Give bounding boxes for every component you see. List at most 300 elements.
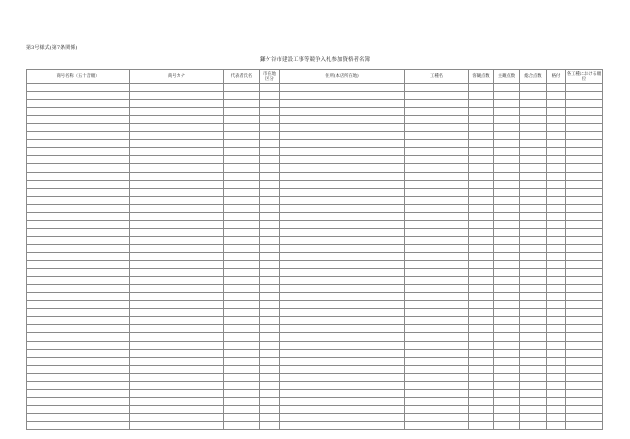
table-cell xyxy=(405,92,469,100)
table-cell xyxy=(547,397,566,405)
table-cell xyxy=(130,293,224,301)
table-cell xyxy=(566,148,603,156)
table-cell xyxy=(130,108,224,116)
table-row xyxy=(27,116,603,124)
table-cell xyxy=(224,277,260,285)
table-row xyxy=(27,421,603,429)
table-cell xyxy=(280,285,405,293)
table-cell xyxy=(566,108,603,116)
table-cell xyxy=(224,84,260,92)
table-cell xyxy=(130,100,224,108)
table-cell xyxy=(260,124,280,132)
table-row xyxy=(27,317,603,325)
table-cell xyxy=(469,301,494,309)
table-cell xyxy=(224,397,260,405)
table-cell xyxy=(27,285,130,293)
table-cell xyxy=(547,381,566,389)
table-cell xyxy=(260,349,280,357)
table-cell xyxy=(566,381,603,389)
table-cell xyxy=(494,108,520,116)
table-cell xyxy=(130,309,224,317)
table-cell xyxy=(547,301,566,309)
table-cell xyxy=(280,389,405,397)
table-cell xyxy=(260,277,280,285)
table-cell xyxy=(566,389,603,397)
table-cell xyxy=(547,309,566,317)
document-title: 鎌ケ谷市建設工事等競争入札参加資格者名簿 xyxy=(259,57,370,63)
table-cell xyxy=(520,277,547,285)
table-cell xyxy=(260,108,280,116)
table-cell xyxy=(280,164,405,172)
table-cell xyxy=(469,413,494,421)
table-cell xyxy=(405,301,469,309)
table-cell xyxy=(405,397,469,405)
table-cell xyxy=(224,188,260,196)
table-cell xyxy=(27,92,130,100)
table-cell xyxy=(280,341,405,349)
table-cell xyxy=(494,317,520,325)
table-cell xyxy=(566,180,603,188)
table-cell xyxy=(494,293,520,301)
table-cell xyxy=(130,228,224,236)
table-cell xyxy=(405,116,469,124)
table-cell xyxy=(520,325,547,333)
table-cell xyxy=(494,148,520,156)
table-cell xyxy=(520,301,547,309)
table-cell xyxy=(494,228,520,236)
table-cell xyxy=(566,172,603,180)
table-row xyxy=(27,325,603,333)
table-cell xyxy=(280,413,405,421)
table-cell xyxy=(520,124,547,132)
table-cell xyxy=(469,188,494,196)
table-cell xyxy=(566,421,603,429)
table-cell xyxy=(520,365,547,373)
column-header-location-category: 市在地 区分 xyxy=(260,70,280,84)
table-row xyxy=(27,228,603,236)
table-cell xyxy=(520,220,547,228)
table-cell xyxy=(280,365,405,373)
table-cell xyxy=(280,236,405,244)
table-cell xyxy=(494,413,520,421)
table-cell xyxy=(566,92,603,100)
table-cell xyxy=(547,373,566,381)
table-row xyxy=(27,108,603,116)
table-cell xyxy=(547,252,566,260)
table-cell xyxy=(494,357,520,365)
table-cell xyxy=(547,261,566,269)
table-cell xyxy=(280,244,405,252)
table-cell xyxy=(520,92,547,100)
table-cell xyxy=(566,140,603,148)
table-cell xyxy=(280,269,405,277)
table-cell xyxy=(405,212,469,220)
table-cell xyxy=(224,349,260,357)
table-cell xyxy=(27,333,130,341)
table-cell xyxy=(566,405,603,413)
table-cell xyxy=(27,108,130,116)
table-cell xyxy=(566,349,603,357)
table-cell xyxy=(520,108,547,116)
table-cell xyxy=(469,389,494,397)
table-cell xyxy=(494,325,520,333)
table-cell xyxy=(224,285,260,293)
table-cell xyxy=(27,341,130,349)
table-row xyxy=(27,277,603,285)
table-cell xyxy=(260,212,280,220)
table-cell xyxy=(547,413,566,421)
table-cell xyxy=(27,293,130,301)
table-cell xyxy=(224,381,260,389)
table-row xyxy=(27,204,603,212)
table-cell xyxy=(130,269,224,277)
table-cell xyxy=(494,84,520,92)
table-cell xyxy=(566,301,603,309)
table-cell xyxy=(280,293,405,301)
table-cell xyxy=(469,140,494,148)
table-cell xyxy=(280,220,405,228)
table-cell xyxy=(494,373,520,381)
table-cell xyxy=(520,413,547,421)
table-cell xyxy=(280,252,405,260)
table-cell xyxy=(469,333,494,341)
table-cell xyxy=(520,261,547,269)
column-header-address: 住所(本店所在地) xyxy=(280,70,405,84)
table-cell xyxy=(405,84,469,92)
table-cell xyxy=(469,244,494,252)
table-cell xyxy=(566,156,603,164)
table-cell xyxy=(260,164,280,172)
table-cell xyxy=(27,116,130,124)
table-row xyxy=(27,413,603,421)
table-cell xyxy=(547,333,566,341)
table-row xyxy=(27,333,603,341)
table-cell xyxy=(494,365,520,373)
table-cell xyxy=(130,116,224,124)
table-row xyxy=(27,196,603,204)
table-cell xyxy=(547,325,566,333)
table-cell xyxy=(27,269,130,277)
table-cell xyxy=(27,405,130,413)
table-cell xyxy=(27,220,130,228)
table-cell xyxy=(27,100,130,108)
table-cell xyxy=(494,204,520,212)
table-cell xyxy=(130,92,224,100)
table-cell xyxy=(520,140,547,148)
table-cell xyxy=(280,108,405,116)
table-cell xyxy=(405,421,469,429)
table-cell xyxy=(405,317,469,325)
table-cell xyxy=(260,172,280,180)
table-cell xyxy=(469,277,494,285)
table-cell xyxy=(566,204,603,212)
table-cell xyxy=(27,325,130,333)
table-cell xyxy=(224,293,260,301)
table-cell xyxy=(130,285,224,293)
table-cell xyxy=(494,261,520,269)
table-cell xyxy=(469,124,494,132)
table-cell xyxy=(520,341,547,349)
table-row xyxy=(27,188,603,196)
table-cell xyxy=(224,365,260,373)
table-cell xyxy=(494,341,520,349)
table-cell xyxy=(469,381,494,389)
table-cell xyxy=(27,277,130,285)
table-cell xyxy=(520,397,547,405)
table-cell xyxy=(280,381,405,389)
table-cell xyxy=(130,236,224,244)
table-cell xyxy=(566,261,603,269)
table-cell xyxy=(27,180,130,188)
table-cell xyxy=(547,421,566,429)
table-cell xyxy=(566,293,603,301)
table-cell xyxy=(405,341,469,349)
table-row xyxy=(27,269,603,277)
table-cell xyxy=(130,381,224,389)
table-cell xyxy=(494,180,520,188)
table-cell xyxy=(27,212,130,220)
table-cell xyxy=(224,236,260,244)
table-cell xyxy=(405,180,469,188)
table-row xyxy=(27,373,603,381)
table-cell xyxy=(547,84,566,92)
table-cell xyxy=(405,244,469,252)
table-cell xyxy=(27,301,130,309)
table-cell xyxy=(566,100,603,108)
table-cell xyxy=(280,180,405,188)
table-cell xyxy=(520,132,547,140)
table-cell xyxy=(547,317,566,325)
table-cell xyxy=(224,269,260,277)
table-cell xyxy=(566,365,603,373)
table-row xyxy=(27,389,603,397)
table-cell xyxy=(469,228,494,236)
table-cell xyxy=(130,196,224,204)
table-row xyxy=(27,156,603,164)
table-cell xyxy=(27,148,130,156)
table-cell xyxy=(547,196,566,204)
table-cell xyxy=(405,124,469,132)
table-cell xyxy=(405,373,469,381)
table-cell xyxy=(547,341,566,349)
table-cell xyxy=(27,309,130,317)
table-cell xyxy=(469,116,494,124)
table-cell xyxy=(224,148,260,156)
table-cell xyxy=(280,84,405,92)
table-cell xyxy=(566,413,603,421)
table-row xyxy=(27,148,603,156)
table-cell xyxy=(224,124,260,132)
table-cell xyxy=(260,309,280,317)
table-cell xyxy=(224,325,260,333)
table-cell xyxy=(494,140,520,148)
table-cell xyxy=(547,132,566,140)
table-cell xyxy=(260,285,280,293)
table-cell xyxy=(260,92,280,100)
table-cell xyxy=(566,124,603,132)
table-row xyxy=(27,100,603,108)
table-cell xyxy=(260,373,280,381)
table-cell xyxy=(280,405,405,413)
table-cell xyxy=(27,156,130,164)
table-cell xyxy=(280,116,405,124)
table-cell xyxy=(469,196,494,204)
table-cell xyxy=(130,301,224,309)
table-cell xyxy=(130,365,224,373)
table-cell xyxy=(520,317,547,325)
table-cell xyxy=(280,188,405,196)
table-row xyxy=(27,212,603,220)
table-cell xyxy=(469,317,494,325)
table-cell xyxy=(260,148,280,156)
table-cell xyxy=(547,389,566,397)
table-cell xyxy=(27,261,130,269)
table-cell xyxy=(27,196,130,204)
table-cell xyxy=(566,220,603,228)
table-cell xyxy=(469,293,494,301)
table-cell xyxy=(224,212,260,220)
table-cell xyxy=(520,228,547,236)
table-cell xyxy=(280,317,405,325)
table-row xyxy=(27,172,603,180)
table-cell xyxy=(469,100,494,108)
table-cell xyxy=(520,333,547,341)
table-cell xyxy=(27,252,130,260)
table-cell xyxy=(566,341,603,349)
table-cell xyxy=(547,349,566,357)
table-cell xyxy=(130,132,224,140)
table-cell xyxy=(520,405,547,413)
table-cell xyxy=(130,325,224,333)
table-cell xyxy=(520,293,547,301)
table-cell xyxy=(27,132,130,140)
table-cell xyxy=(566,277,603,285)
table-cell xyxy=(27,236,130,244)
table-cell xyxy=(27,357,130,365)
table-cell xyxy=(27,172,130,180)
table-cell xyxy=(224,244,260,252)
table-cell xyxy=(520,188,547,196)
table-cell xyxy=(224,180,260,188)
table-cell xyxy=(566,84,603,92)
table-cell xyxy=(405,325,469,333)
table-cell xyxy=(27,164,130,172)
table-cell xyxy=(260,156,280,164)
table-cell xyxy=(224,341,260,349)
table-row xyxy=(27,180,603,188)
table-cell xyxy=(469,357,494,365)
table-row xyxy=(27,285,603,293)
table-cell xyxy=(547,212,566,220)
table-cell xyxy=(494,236,520,244)
table-cell xyxy=(494,269,520,277)
table-row xyxy=(27,92,603,100)
table-cell xyxy=(520,357,547,365)
table-cell xyxy=(130,124,224,132)
table-cell xyxy=(27,421,130,429)
table-cell xyxy=(280,124,405,132)
table-cell xyxy=(260,365,280,373)
table-cell xyxy=(224,309,260,317)
table-cell xyxy=(260,269,280,277)
table-cell xyxy=(547,156,566,164)
table-cell xyxy=(547,108,566,116)
table-cell xyxy=(566,357,603,365)
table-cell xyxy=(469,236,494,244)
table-cell xyxy=(566,373,603,381)
table-cell xyxy=(405,285,469,293)
table-cell xyxy=(27,389,130,397)
table-cell xyxy=(547,164,566,172)
table-cell xyxy=(260,228,280,236)
table-cell xyxy=(130,333,224,341)
table-cell xyxy=(405,204,469,212)
table-cell xyxy=(130,413,224,421)
table-cell xyxy=(224,204,260,212)
table-cell xyxy=(405,269,469,277)
table-cell xyxy=(130,220,224,228)
table-row xyxy=(27,124,603,132)
table-row xyxy=(27,309,603,317)
table-cell xyxy=(130,421,224,429)
table-row xyxy=(27,341,603,349)
table-row xyxy=(27,252,603,260)
table-cell xyxy=(280,325,405,333)
table-cell xyxy=(260,341,280,349)
table-cell xyxy=(494,220,520,228)
table-cell xyxy=(494,244,520,252)
table-row xyxy=(27,84,603,92)
table-cell xyxy=(520,285,547,293)
table-cell xyxy=(260,100,280,108)
table-cell xyxy=(494,301,520,309)
table-cell xyxy=(130,156,224,164)
table-cell xyxy=(520,116,547,124)
table-cell xyxy=(566,397,603,405)
table-cell xyxy=(224,405,260,413)
table-cell xyxy=(494,309,520,317)
table-cell xyxy=(27,204,130,212)
table-header-row xyxy=(27,70,603,84)
table-cell xyxy=(405,365,469,373)
table-cell xyxy=(405,164,469,172)
table-cell xyxy=(469,261,494,269)
table-row xyxy=(27,349,603,357)
table-cell xyxy=(130,349,224,357)
table-cell xyxy=(260,244,280,252)
table-cell xyxy=(469,285,494,293)
table-cell xyxy=(224,261,260,269)
table-cell xyxy=(469,341,494,349)
column-header-company-kana: 商号カナ xyxy=(130,70,224,84)
table-cell xyxy=(260,333,280,341)
table-cell xyxy=(520,172,547,180)
table-cell xyxy=(520,164,547,172)
table-cell xyxy=(405,196,469,204)
table-cell xyxy=(405,252,469,260)
table-cell xyxy=(280,357,405,365)
table-cell xyxy=(547,92,566,100)
table-cell xyxy=(224,228,260,236)
table-cell xyxy=(469,84,494,92)
table-cell xyxy=(520,421,547,429)
table-cell xyxy=(27,381,130,389)
table-cell xyxy=(27,188,130,196)
table-cell xyxy=(260,220,280,228)
table-row xyxy=(27,244,603,252)
table-row xyxy=(27,365,603,373)
table-cell xyxy=(566,252,603,260)
